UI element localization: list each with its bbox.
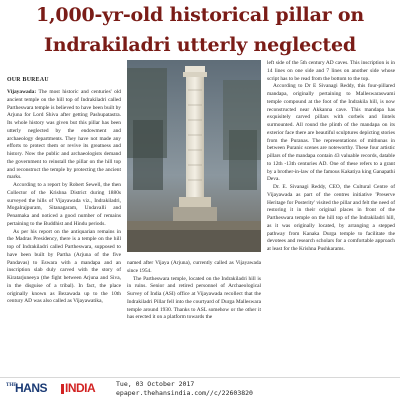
dateline: Vijayawada:: [7, 89, 37, 95]
paragraph: According to Dr E Sivanagi Reddy, this four-pillared mandapa, originally pertaining to Malleswaraswami temple compound at the foot of the Indrakila hill, is now reconstructed near Akkanna cave. This mandapa has exquisitely carved pillars with corbels and lintels surmounted. All round the plinth of the mandapa on its exterior face there are beautiful sculptures depicting stories from the Puranas. The representations of mithunas in between Puranic scenes are noteworthy. These four artistic pillars of the mandapa contain 43 valuable records, datable to 12th -13th centuries AD. One of these refers to a grant by a brother-in-law of the famous Kakatiya king Ganapathi Deva.: [267, 83, 395, 183]
paragraph: [7, 89, 121, 182]
paragraph: The Partheswara temple, located on the Indrakiladri hill is in ruins. Senior and retired personnel of Archaeological Survey of India (ASI) office at Vijayawada recollect that the Indrakiladri Pillar fell into the courtyard of Durga Malleswara temple around 1930. Thanks to ASL somehow or the other it has erected it on a platform towards the: [127, 275, 261, 321]
paragraph-text: The most historic and centuries' old ancient temple on the hill top of Indrakiladri called Partheswara temple is believed to have been built by Arjuna for Lord Shiva after getting Pashupatastra. Its whole history was given but this pillar has been utterly neglected by the endowment and archaeology departments. They have not made any efforts to protect them or revive its greatness and history. Now the public and archaeologists demand the government to reinstall the pillar on the hill top and reconstruct the temple by protecting the ancient marks.: [7, 89, 121, 181]
paragraph: left side of the 5th century AD caves. This inscription is in 14 lines on one side and 7 lines on another side whose script has to be read from the bottom to the top.: [267, 60, 395, 82]
headline-line-1: 1,000-yr-old historical pillar on: [36, 4, 364, 26]
paragraph: Dr. E. Sivanagi Reddy, CEO, the Cultural Centre of Vijayawada as part of the centres initiative 'Preserve Heritage for Posterity' visited the pillar and felt the need of restoring it in their original places in front of the Partheswara temple on the hill top of the Indrakiladri hill, as it was originally located, by arranging a stepped pathway from Kanaka Durga temple to facilitate the devotees and research scholars for a comfortable approach at least for the Krishna Pushkarams.: [267, 184, 395, 252]
article-column-3: [267, 60, 395, 254]
logo-hans: HANS: [15, 381, 48, 395]
edition-date: Tue, 03 October 2017: [116, 380, 195, 388]
logo-india: INDIA: [65, 381, 96, 395]
article-column-2: [127, 260, 261, 322]
epaper-url[interactable]: epaper.thehansindia.com//c/22603820: [116, 389, 253, 397]
epaper-footer: [0, 377, 400, 401]
pillar-photo: [127, 60, 261, 252]
byline: OUR BUREAU: [7, 77, 49, 83]
logo-bar: [61, 384, 64, 394]
paragraph: According to a report by Robert Sewell, the then Collector of the Krishna District during 1880s surveyed the hills of Vijayawada viz., Indrakiladri, Mogalrajpuram, Sitanagaram, Undavalli and Penamaka and noticed a good number of remains pertaining to the Buddhist and Hindu periods.: [7, 182, 121, 227]
headline: [0, 0, 400, 60]
article-column-1: [7, 89, 121, 306]
paragraph: As per his report on the antiquarian remains in the Madras Presidency, there is a temple on the hill top of Indrakiladri called Partheswara, supposed to have been built by Partha (Arjuna of the five Pandavas) to Eswara with a mandapa and an inscription slab duly carved with the story of Kiratarjuneeya (the fight between Arjuna and Siva, in the disguise of a tribal). In fact, the place originally known as Bezawada up to the 10th century AD was also called as Vijayawatika,: [7, 228, 121, 305]
logo-the: THE: [6, 383, 17, 388]
headline-line-2: Indrakiladri utterly neglected: [44, 34, 356, 56]
paragraph: named after Vijaya (Arjuna), currently called as Vijayawada since 1954.: [127, 260, 261, 274]
